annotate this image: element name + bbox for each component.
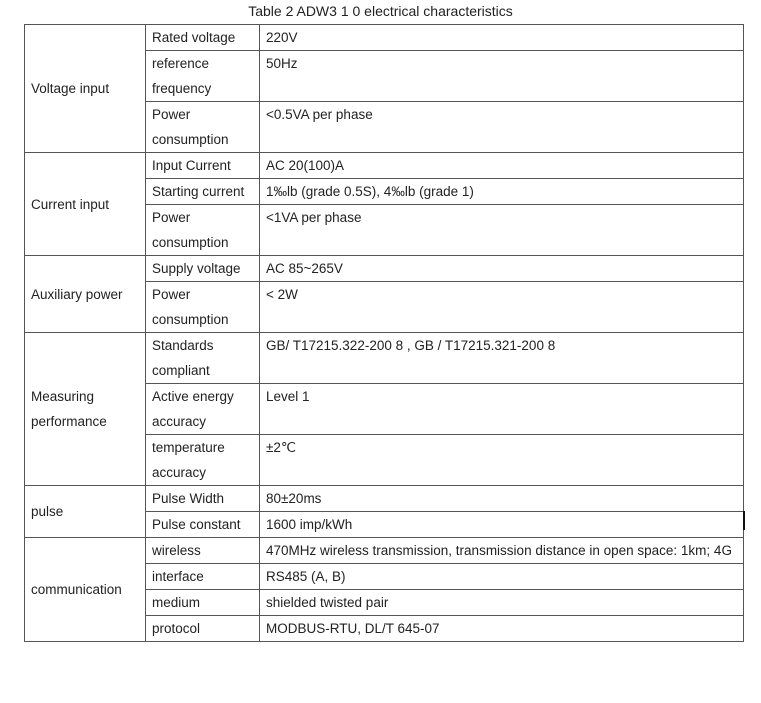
param-cell: Power consumption [146, 205, 260, 256]
group-label-voltage-input: Voltage input [25, 25, 146, 153]
table-row [25, 538, 744, 564]
group-label-measuring-performance: Measuring performance [25, 333, 146, 486]
param-cell: wireless [146, 538, 260, 564]
table-row [25, 153, 744, 179]
param-cell: reference frequency [146, 51, 260, 102]
value-cell: 50Hz [260, 51, 744, 102]
group-label-current-input: Current input [25, 153, 146, 256]
electrical-characteristics-table [24, 24, 744, 642]
param-cell: Rated voltage [146, 25, 260, 51]
param-cell: temperature accuracy [146, 435, 260, 486]
text-cursor [743, 511, 745, 530]
param-cell: Supply voltage [146, 256, 260, 282]
value-cell: 470MHz wireless transmission, transmission distance in open space: 1km; 4G [260, 538, 744, 564]
param-cell: Starting current [146, 179, 260, 205]
param-cell: Pulse Width [146, 486, 260, 512]
table-row [25, 256, 744, 282]
param-cell: medium [146, 590, 260, 616]
value-cell: < 2W [260, 282, 744, 333]
param-cell: Pulse constant [146, 512, 260, 538]
param-cell: Power consumption [146, 282, 260, 333]
value-cell: <1VA per phase [260, 205, 744, 256]
value-cell: 80±20ms [260, 486, 744, 512]
value-cell: shielded twisted pair [260, 590, 744, 616]
value-cell: ±2℃ [260, 435, 744, 486]
value-cell: AC 20(100)A [260, 153, 744, 179]
param-cell: interface [146, 564, 260, 590]
value-cell: AC 85~265V [260, 256, 744, 282]
param-cell: Standards compliant [146, 333, 260, 384]
table-row [25, 25, 744, 51]
group-label-pulse: pulse [25, 486, 146, 538]
table-row [25, 486, 744, 512]
group-label-auxiliary-power: Auxiliary power [25, 256, 146, 333]
value-cell: Level 1 [260, 384, 744, 435]
group-label-communication: communication [25, 538, 146, 642]
value-cell: RS485 (A, B) [260, 564, 744, 590]
value-cell: 1‰lb (grade 0.5S), 4‰lb (grade 1) [260, 179, 744, 205]
param-cell: Active energy accuracy [146, 384, 260, 435]
table-row [25, 333, 744, 384]
param-cell: Power consumption [146, 102, 260, 153]
param-cell: Input Current [146, 153, 260, 179]
table-caption: Table 2 ADW3 1 0 electrical characteristics [248, 3, 513, 19]
value-cell: GB/ T17215.322-200 8 , GB / T17215.321-200 8 [260, 333, 744, 384]
value-cell: MODBUS-RTU, DL/T 645-07 [260, 616, 744, 642]
value-cell: 1600 imp/kWh [260, 512, 744, 538]
param-cell: protocol [146, 616, 260, 642]
value-cell: <0.5VA per phase [260, 102, 744, 153]
value-cell: 220V [260, 25, 744, 51]
